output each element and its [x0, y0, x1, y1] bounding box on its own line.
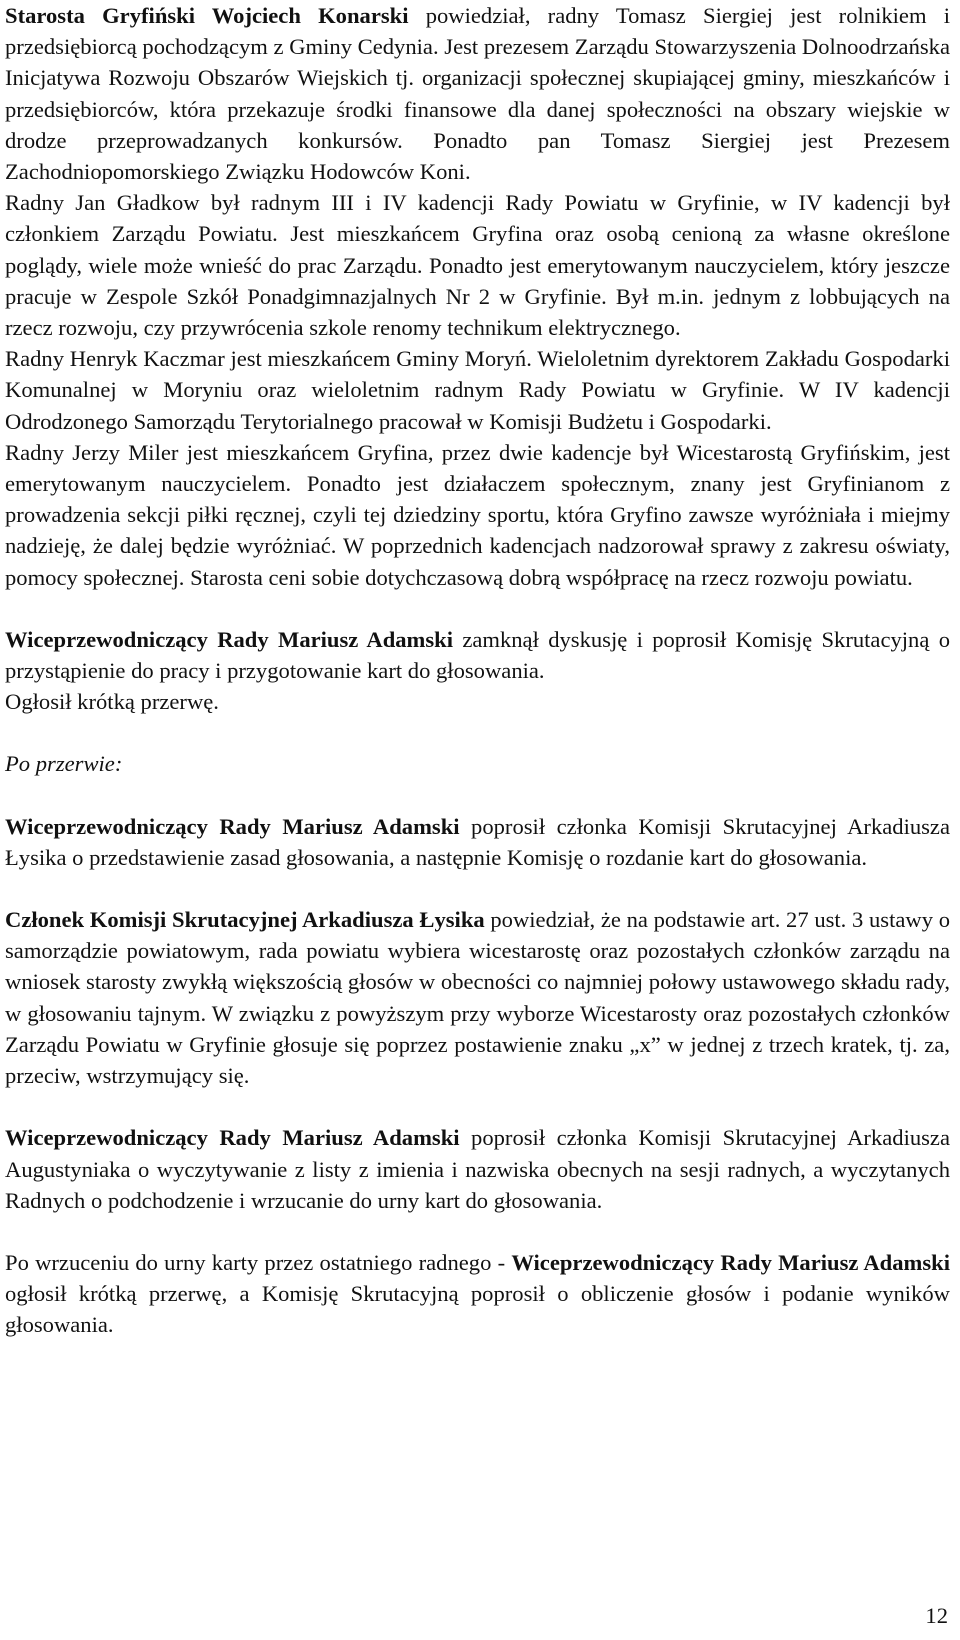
- paragraph-text: powiedział, radny Tomasz Siergiej jest rolnikiem i przedsiębiorcą pochodzącym z Gminy Cedynia. Jest prezesem Zarządu Stowarzyszenia Dolnoodrzańska Inicjatywa Rozwoju Obszarów Wiejskich tj. organizacji społecznej skupiającej gminy, mieszkańców i przedsiębiorców, która przekazuje środki finansowe dla danej społeczności na obszary wiejskie w drodze przeprowadzanych konkursów. Ponadto pan Tomasz Siergiej jest Prezesem Zachodniopomorskiego Związku Hodowców Koni.: [5, 3, 950, 185]
- speaker-name: Wiceprzewodniczący Rady Mariusz Adamski: [5, 813, 460, 839]
- speaker-name: Wiceprzewodniczący Rady Mariusz Adamski: [5, 1125, 460, 1151]
- paragraph-text: poprosił członka Komisji Skrutacyjnej Arkadiusza Augustyniaka o wyczytywanie z listy z imienia i nazwiska obecnych na sesji radnych, a wyczytanych Radnych o podchodzenie i wrzucanie do urny kart do głosowania.: [5, 1125, 950, 1213]
- paragraph-spacer: [5, 717, 950, 748]
- paragraph-spacer: [5, 1091, 950, 1122]
- paragraph-spacer: [5, 780, 950, 811]
- paragraph-roll-call: [5, 1122, 950, 1216]
- paragraph-break-announced: [5, 686, 950, 717]
- paragraph-text: Po wrzuceniu do urny karty przez ostatniego radnego -: [5, 1249, 512, 1275]
- paragraph-voting-rules: [5, 904, 950, 1091]
- paragraph-text: zamknął dyskusję i poprosił Komisję Skrutacyjną o przystąpienie do pracy i przygotowanie kart do głosowania.: [5, 626, 950, 684]
- paragraph-text: powiedział, że na podstawie art. 27 ust. 3 ustawy o samorządzie powiatowym, rada powiatu wybiera wicestarostę oraz pozostałych członków zarządu na wniosek starosty zwykłą większością głosów w obecności co najmniej połowy ustawowego składu rady, w głosowaniu tajnym. W związku z powyższym przy wyborze Wicestarosty oraz pozostałych członków Zarządu Powiatu w Gryfinie głosuje się poprzez postawienie znaku „x” w jednej z trzech kratek, tj. za, przeciw, wstrzymujący się.: [5, 907, 950, 1089]
- paragraph-candidate-miler: [5, 437, 950, 593]
- paragraph-candidate-gladkow: [5, 187, 950, 343]
- paragraph-candidate-kaczmar: [5, 343, 950, 437]
- speaker-name: Wiceprzewodniczący Rady Mariusz Adamski: [511, 1249, 950, 1275]
- paragraph-text: Ogłosił krótką przerwę.: [5, 689, 219, 715]
- paragraph-spacer: [5, 873, 950, 904]
- paragraph-text: Radny Jan Gładkow był radnym III i IV kadencji Rady Powiatu w Gryfinie, w IV kadencji był członkiem Zarządu Powiatu. Jest mieszkańcem Gryfina oraz osobą cenioną za własne określone poglądy, wiele może wnieść do prac Zarządu. Ponadto jest emerytowanym nauczycielem, który jeszcze pracuje w Zespole Szkół Ponadgimnazjalnych Nr 2 w Gryfinie. Był m.in. jednym z lobbujących na rzecz rozwoju, czy przywrócenia szkole renomy technikum elektrycznego.: [5, 190, 950, 341]
- paragraph-text: ogłosił krótką przerwę, a Komisję Skrutacyjną poprosił o obliczenie głosów i podanie wyników głosowania.: [5, 1281, 950, 1338]
- section-heading: Po przerwie:: [5, 751, 123, 777]
- document-page: [5, 0, 950, 1341]
- speaker-name: Członek Komisji Skrutacyjnej Arkadiusza Łysika: [5, 907, 485, 933]
- section-heading-after-break: [5, 748, 950, 779]
- paragraph-vote-count: [5, 1247, 950, 1341]
- speaker-name: Wiceprzewodniczący Rady Mariusz Adamski: [5, 626, 454, 652]
- paragraph-text: Radny Jerzy Miler jest mieszkańcem Gryfina, przez dwie kadencje był Wicestarostą Gryfińskim, jest emerytowanym nauczycielem. Ponadto jest działaczem społecznym, znany jest Gryfinianom z prowadzenia sekcji piłki ręcznej, czyli tej dziedziny sportu, która Gryfino zawsze wyróżniała i miejmy nadzieję, że dalej będzie wyróżniać. W poprzednich kadencjach nadzorował sprawy z zakresu oświaty, pomocy społecznej. Starosta ceni sobie dotychczasową dobrą współpracę na rzecz rozwoju powiatu.: [5, 439, 950, 590]
- speaker-name: Starosta Gryfiński Wojciech Konarski: [5, 3, 409, 28]
- paragraph-candidates-siergiej: [5, 0, 950, 187]
- paragraph-text: Radny Henryk Kaczmar jest mieszkańcem Gminy Moryń. Wieloletnim dyrektorem Zakładu Gospodarki Komunalnej w Moryniu oraz wieloletnim radnym Rady Powiatu w Gryfinie. W IV kadencji Odrodzonego Samorządu Terytorialnego pracował w Komisji Budżetu i Gospodarki.: [5, 346, 950, 434]
- paragraph-voting-rules-request: [5, 811, 950, 873]
- paragraph-text: poprosił członka Komisji Skrutacyjnej Arkadiusza Łysika o przedstawienie zasad głosowania, a następnie Komisję o rozdanie kart do głosowania.: [5, 813, 950, 870]
- paragraph-spacer: [5, 1216, 950, 1247]
- page-number: 12: [925, 1603, 948, 1628]
- paragraph-spacer: [5, 593, 950, 624]
- paragraph-discussion-closed: [5, 624, 950, 686]
